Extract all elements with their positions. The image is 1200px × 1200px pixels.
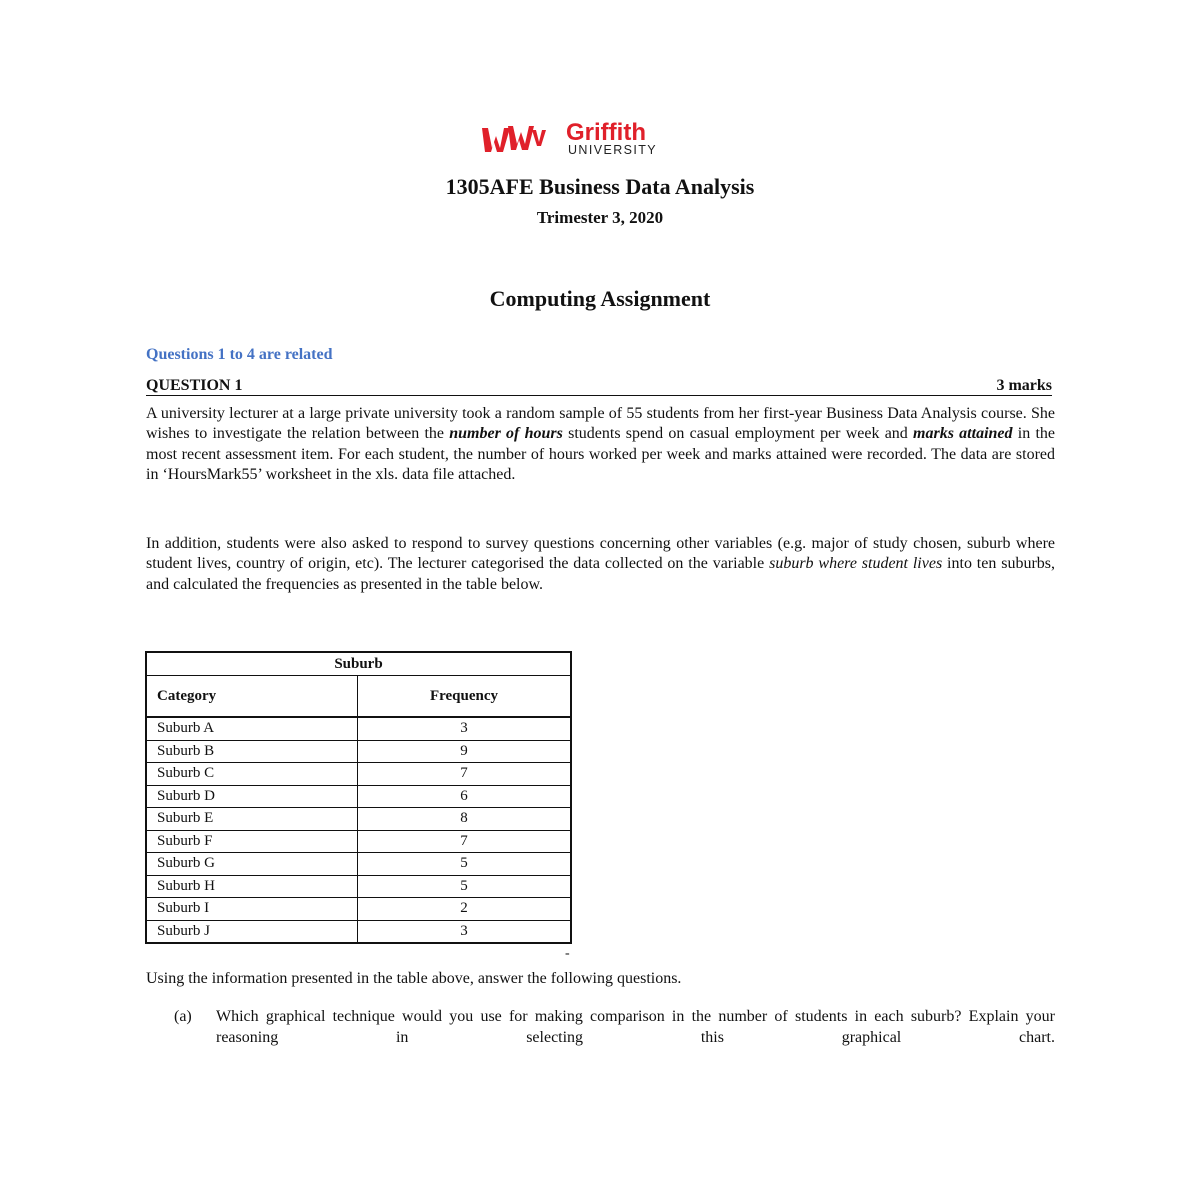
related-questions-note: Questions 1 to 4 are related bbox=[146, 346, 333, 363]
griffith-university-logo bbox=[478, 118, 728, 158]
category-cell: Suburb I bbox=[146, 898, 358, 921]
frequency-cell: 2 bbox=[358, 898, 572, 921]
question-heading bbox=[146, 376, 1052, 396]
trailing-mark: - bbox=[565, 946, 570, 961]
table-row bbox=[146, 830, 571, 853]
logo-name: Griffith bbox=[566, 119, 646, 146]
table-row bbox=[146, 740, 571, 763]
p2-text-2: into ten suburbs, and calculated the frequencies as presented in the table below. bbox=[146, 555, 1055, 593]
category-cell: Suburb J bbox=[146, 920, 358, 943]
table-row bbox=[146, 920, 571, 943]
category-cell: Suburb E bbox=[146, 808, 358, 831]
column-header-category: Category bbox=[146, 676, 358, 718]
p2-text-1: In addition, students were also asked to respond to survey questions concerning other variables (e.g. major of study chosen, suburb where student lives, country of origin, etc). The lecturer categorised the data collected on the variable bbox=[146, 535, 1055, 573]
logo-sub: UNIVERSITY bbox=[568, 143, 658, 157]
frequency-cell: 7 bbox=[358, 830, 572, 853]
frequency-cell: 8 bbox=[358, 808, 572, 831]
category-cell: Suburb B bbox=[146, 740, 358, 763]
question-a-text: Which graphical technique would you use for making comparison in the number of students in each suburb? Explain your reasoning in selecting this graphical chart. bbox=[216, 1008, 1055, 1046]
frequency-cell: 3 bbox=[358, 920, 572, 943]
question-label: QUESTION 1 bbox=[146, 377, 243, 394]
frequency-cell: 9 bbox=[358, 740, 572, 763]
frequency-cell: 5 bbox=[358, 853, 572, 876]
table-row bbox=[146, 763, 571, 786]
table-row bbox=[146, 875, 571, 898]
suburb-frequency-table bbox=[145, 651, 572, 944]
p1-text-1: A university lecturer at a large private university took a random sample of 55 students from her first-year Business Data Analysis course. She wishes to investigate the relation between the bbox=[146, 405, 1055, 443]
category-cell: Suburb A bbox=[146, 717, 358, 740]
p2-emphasis-suburb: suburb where student lives bbox=[769, 555, 943, 573]
table-row bbox=[146, 785, 571, 808]
p1-emphasis-marks: marks attained bbox=[913, 425, 1013, 443]
term-label: Trimester 3, 2020 bbox=[536, 208, 664, 227]
category-cell: Suburb H bbox=[146, 875, 358, 898]
course-title: 1305AFE Business Data Analysis bbox=[445, 174, 755, 199]
question-a bbox=[174, 1006, 1055, 1048]
table-row bbox=[146, 717, 571, 740]
table-row bbox=[146, 808, 571, 831]
category-cell: Suburb G bbox=[146, 853, 358, 876]
p1-emphasis-hours: number of hours bbox=[449, 425, 563, 443]
survey-paragraph bbox=[146, 534, 1055, 595]
question-marks: 3 marks bbox=[996, 377, 1052, 394]
table-caption: Suburb bbox=[146, 652, 571, 676]
p1-text-2: students spend on casual employment per week and bbox=[562, 425, 914, 443]
griffith-logo-mark bbox=[482, 126, 546, 152]
question-a-label: (a) bbox=[174, 1008, 192, 1025]
frequency-cell: 5 bbox=[358, 875, 572, 898]
category-cell: Suburb D bbox=[146, 785, 358, 808]
instructions-text: Using the information presented in the table above, answer the following questions. bbox=[146, 970, 682, 987]
column-header-frequency: Frequency bbox=[358, 676, 572, 718]
p1-text-3: in the most recent assessment item. For each student, the number of hours worked per week and marks attained were recorded. The data are stored in ‘HoursMark55’ worksheet in the xls. data file attached. bbox=[146, 425, 1055, 483]
table-row bbox=[146, 853, 571, 876]
document-title: Computing Assignment bbox=[489, 286, 711, 311]
table-row bbox=[146, 898, 571, 921]
category-cell: Suburb F bbox=[146, 830, 358, 853]
frequency-cell: 6 bbox=[358, 785, 572, 808]
frequency-cell: 3 bbox=[358, 717, 572, 740]
category-cell: Suburb C bbox=[146, 763, 358, 786]
frequency-cell: 7 bbox=[358, 763, 572, 786]
intro-paragraph bbox=[146, 404, 1055, 485]
